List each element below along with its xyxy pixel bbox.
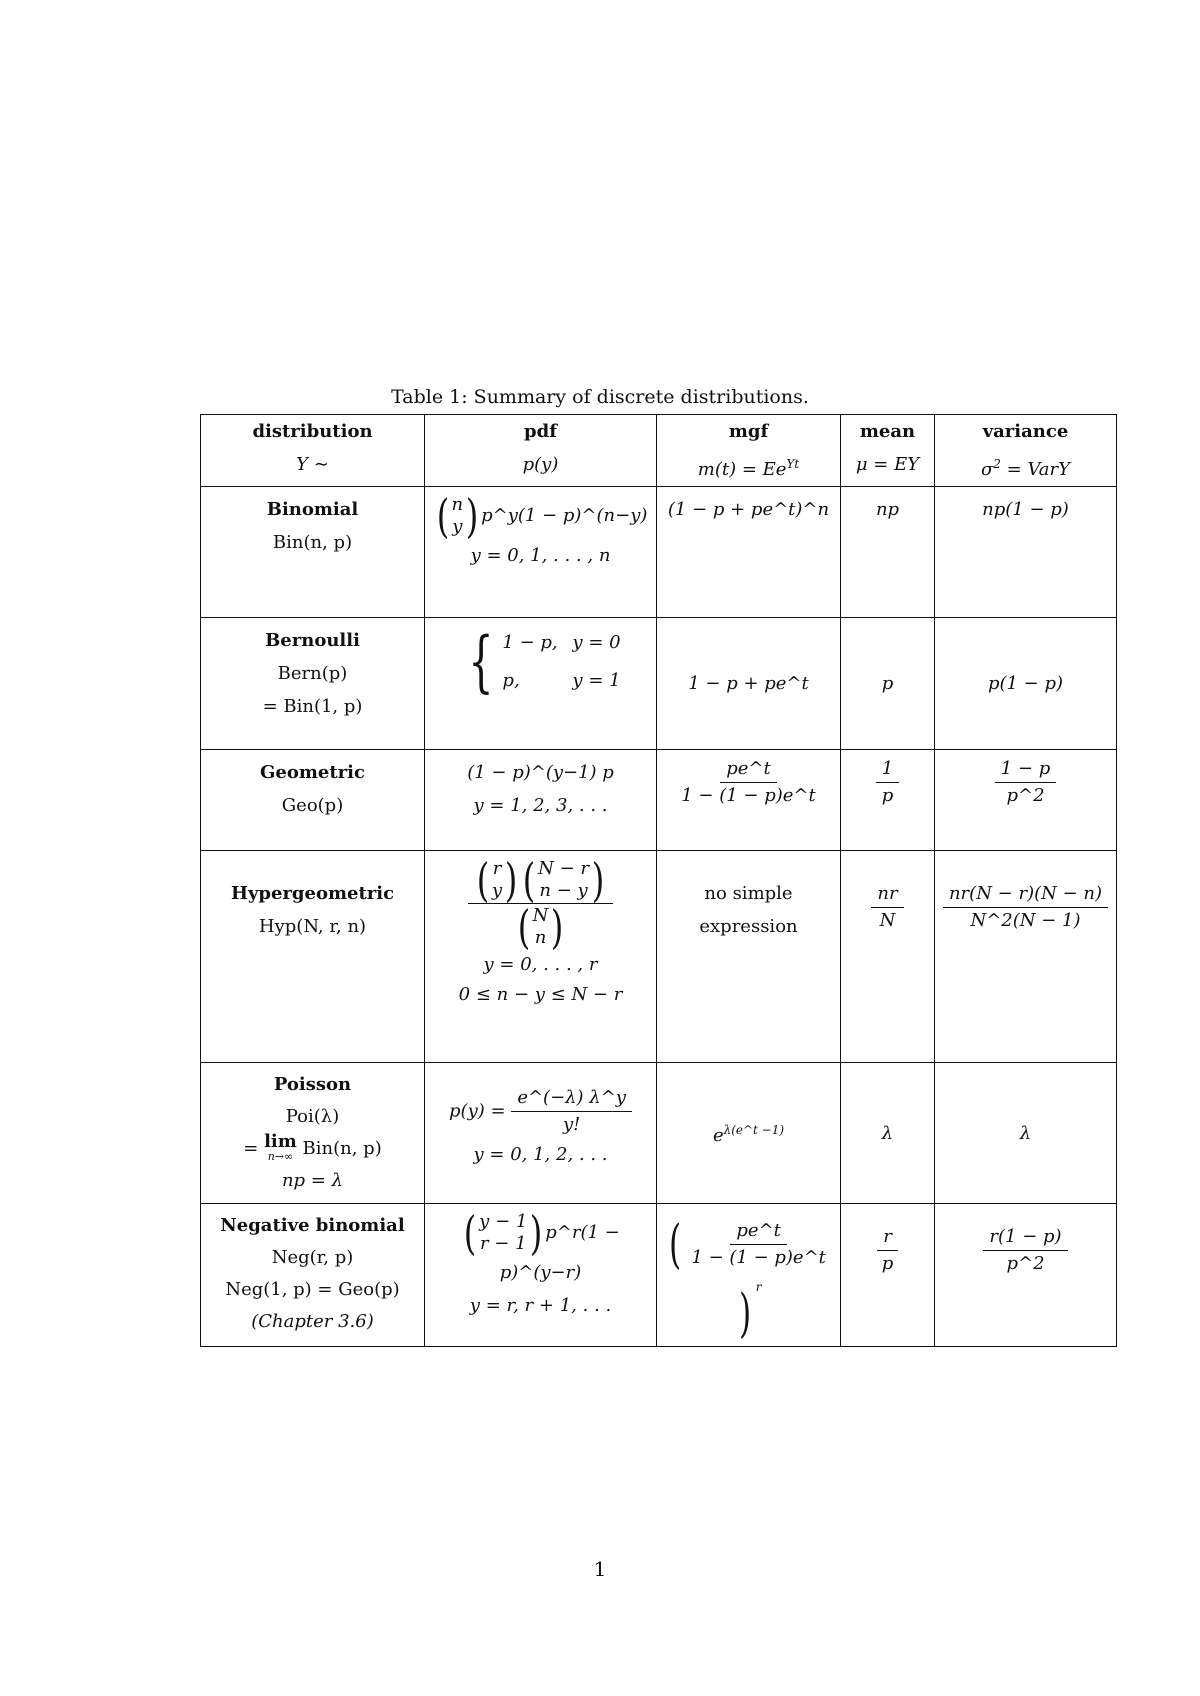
hyp-b1-bottom: y bbox=[492, 880, 503, 901]
bernoulli-mgf bbox=[657, 618, 841, 750]
header-mgf-sub-exp: Yt bbox=[786, 457, 800, 471]
negative-binomial-mean-fraction bbox=[876, 1224, 900, 1277]
page-number: 1 bbox=[593, 1557, 607, 1581]
geometric-var-num: 1 − p bbox=[995, 756, 1057, 783]
geometric-support: y = 1, 2, 3, . . . bbox=[473, 795, 608, 816]
negative-binomial-pdf-formula bbox=[429, 1206, 652, 1289]
header-mgf-sub bbox=[661, 448, 836, 486]
poisson-constraint: np = λ bbox=[281, 1170, 344, 1191]
row-binomial bbox=[201, 487, 1117, 618]
negbin-mgf-num: pe^t bbox=[730, 1218, 787, 1245]
negbin-mgf-den: 1 − (1 − p)e^t bbox=[691, 1247, 826, 1268]
bernoulli-mean-value: p bbox=[881, 673, 894, 694]
hypergeometric-mean-fraction bbox=[871, 881, 903, 934]
negative-binomial-coefficient: ( y − 1 r − 1 ) bbox=[463, 1206, 543, 1260]
poisson-mgf bbox=[657, 1063, 841, 1204]
binomial-variance-value: np(1 − p) bbox=[982, 499, 1069, 520]
negative-binomial-pdf bbox=[425, 1204, 657, 1347]
geometric-mgf-fraction bbox=[675, 756, 822, 809]
poisson-limit bbox=[205, 1133, 420, 1165]
hypergeometric-variance bbox=[935, 851, 1117, 1063]
bernoulli-variance-value: p(1 − p) bbox=[987, 673, 1064, 694]
hyp-var-num: nr(N − r)(N − n) bbox=[943, 881, 1108, 908]
distribution-table bbox=[200, 414, 1117, 1347]
hypergeometric-binom-r-y: ( r y ) bbox=[476, 853, 518, 907]
poisson-pdf bbox=[425, 1063, 657, 1204]
row-hypergeometric bbox=[201, 851, 1117, 1063]
poisson-notation: Poi(λ) bbox=[285, 1106, 340, 1127]
hyp-b3-bottom: n bbox=[534, 927, 547, 948]
geometric-mgf bbox=[657, 750, 841, 851]
hyp-b2-bottom: n − y bbox=[539, 880, 588, 901]
geometric-mgf-num: pe^t bbox=[720, 756, 777, 783]
bernoulli-case2-value: p, bbox=[502, 670, 520, 691]
poisson-limit-rest: Bin(n, p) bbox=[302, 1138, 382, 1159]
binomial-mgf bbox=[657, 487, 841, 618]
hypergeometric-pdf bbox=[425, 851, 657, 1063]
header-mean bbox=[841, 415, 935, 487]
geometric-mean-fraction bbox=[876, 756, 900, 809]
geometric-mean bbox=[841, 750, 935, 851]
geometric-distribution bbox=[201, 750, 425, 851]
hypergeometric-variance-fraction bbox=[943, 881, 1108, 934]
geometric-pdf-expr: (1 − p)^(y−1) p bbox=[467, 762, 614, 783]
bernoulli-mgf-value: 1 − p + pe^t bbox=[688, 673, 809, 694]
header-row bbox=[201, 415, 1117, 487]
binomial-pdf-formula bbox=[429, 489, 652, 543]
bernoulli-variance bbox=[935, 618, 1117, 750]
binomial-variance bbox=[935, 487, 1117, 618]
binomial-coef-bottom: y bbox=[452, 516, 463, 537]
binomial-coefficient: ( n y ) bbox=[436, 489, 479, 543]
negbin-var-num: r(1 − p) bbox=[983, 1224, 1067, 1251]
poisson-variance-value: λ bbox=[1019, 1122, 1032, 1144]
row-bernoulli bbox=[201, 618, 1117, 750]
poisson-limit-sub: n→∞ bbox=[267, 1150, 294, 1163]
binomial-support: y = 0, 1, . . . , n bbox=[470, 545, 611, 566]
hypergeometric-constraint: 0 ≤ n − y ≤ N − r bbox=[458, 984, 623, 1005]
hypergeometric-support: y = 0, . . . , r bbox=[483, 954, 598, 975]
negative-binomial-support: y = r, r + 1, . . . bbox=[469, 1295, 612, 1316]
hypergeometric-mgf-line2: expression bbox=[699, 916, 798, 937]
hypergeometric-notation: Hyp(N, r, n) bbox=[258, 916, 367, 937]
negative-binomial-pdf-expr: p^r(1 − p)^(y−r) bbox=[499, 1222, 620, 1283]
geometric-mean-den: p bbox=[881, 785, 894, 806]
negative-binomial-notation: Neg(r, p) bbox=[271, 1247, 354, 1268]
negbin-coef-bottom: r − 1 bbox=[479, 1233, 527, 1254]
geometric-pdf bbox=[425, 750, 657, 851]
header-pdf bbox=[425, 415, 657, 487]
row-negative-binomial bbox=[201, 1204, 1117, 1347]
poisson-mean bbox=[841, 1063, 935, 1204]
hyp-var-den: N^2(N − 1) bbox=[970, 910, 1081, 931]
poisson-pdf-den: y! bbox=[562, 1114, 581, 1135]
hypergeometric-mean bbox=[841, 851, 935, 1063]
header-mgf bbox=[657, 415, 841, 487]
header-variance-sigma: σ bbox=[980, 459, 994, 480]
header-distribution-label: distribution bbox=[252, 421, 373, 442]
negative-binomial-name: Negative binomial bbox=[220, 1215, 405, 1236]
hyp-b1-top: r bbox=[492, 858, 502, 879]
bernoulli-mean bbox=[841, 618, 935, 750]
hypergeometric-binom-N-n: ( N n ) bbox=[517, 900, 564, 954]
poisson-name: Poisson bbox=[273, 1074, 352, 1095]
header-mgf-label: mgf bbox=[728, 421, 769, 442]
hypergeometric-pdf-den bbox=[509, 900, 573, 954]
binomial-mgf-value: (1 − p + pe^t)^n bbox=[667, 499, 830, 520]
poisson-support: y = 0, 1, 2, . . . bbox=[473, 1144, 608, 1165]
bernoulli-cases: { 1 − p, y = 0 p, y = 1 bbox=[468, 623, 621, 700]
poisson-mgf-exp: λ(e^t −1) bbox=[723, 1123, 785, 1137]
binomial-mean bbox=[841, 487, 935, 618]
negbin-mgf-power: r bbox=[755, 1280, 762, 1294]
header-mgf-sub-base: m(t) = Ee bbox=[697, 459, 787, 480]
negative-binomial-variance bbox=[935, 1204, 1117, 1347]
negative-binomial-distribution bbox=[201, 1204, 425, 1347]
poisson-mgf-base: e bbox=[712, 1125, 724, 1146]
hypergeometric-name: Hypergeometric bbox=[230, 883, 395, 904]
hypergeometric-pdf-num bbox=[468, 853, 613, 907]
negative-binomial-notation-equiv: Neg(1, p) = Geo(p) bbox=[225, 1279, 400, 1300]
negbin-mean-num: r bbox=[877, 1224, 898, 1251]
bernoulli-case1-cond: y = 0 bbox=[572, 632, 621, 653]
hypergeometric-mgf-line1: no simple bbox=[704, 883, 793, 904]
binomial-distribution bbox=[201, 487, 425, 618]
negative-binomial-mean bbox=[841, 1204, 935, 1347]
binomial-coef-top: n bbox=[451, 494, 464, 515]
header-variance bbox=[935, 415, 1117, 487]
poisson-mean-value: λ bbox=[881, 1122, 894, 1144]
header-distribution bbox=[201, 415, 425, 487]
bernoulli-distribution bbox=[201, 618, 425, 750]
poisson-pdf-lhs: p(y) = bbox=[449, 1100, 506, 1122]
geometric-notation: Geo(p) bbox=[281, 795, 344, 816]
row-geometric bbox=[201, 750, 1117, 851]
poisson-variance bbox=[935, 1063, 1117, 1204]
bernoulli-case1-value: 1 − p, bbox=[502, 632, 558, 653]
negbin-coef-top: y − 1 bbox=[479, 1211, 528, 1232]
binomial-mean-value: np bbox=[875, 499, 900, 520]
geometric-mean-num: 1 bbox=[876, 756, 899, 783]
geometric-variance bbox=[935, 750, 1117, 851]
header-mean-sub: μ = EY bbox=[855, 454, 920, 475]
header-variance-label: variance bbox=[982, 421, 1069, 442]
hyp-b3-top: N bbox=[532, 905, 549, 926]
header-pdf-sub: p(y) bbox=[522, 454, 559, 475]
poisson-limit-eq: = bbox=[243, 1138, 259, 1159]
poisson-pdf-formula bbox=[429, 1085, 652, 1138]
header-variance-rest: = VarY bbox=[1000, 459, 1071, 480]
poisson-pdf-fraction bbox=[511, 1085, 632, 1138]
table-caption: Table 1: Summary of discrete distributions. bbox=[391, 386, 809, 408]
binomial-name: Binomial bbox=[266, 499, 359, 520]
negative-binomial-mgf: ( $\frac{pe\^{}t}{1 - (1 - p)e\^{}t}$ ) $^r$ bbox=[657, 1204, 841, 1347]
binomial-pdf bbox=[425, 487, 657, 618]
header-pdf-label: pdf bbox=[524, 421, 557, 442]
bernoulli-name: Bernoulli bbox=[265, 630, 360, 651]
row-poisson bbox=[201, 1063, 1117, 1204]
header-variance-sub bbox=[939, 448, 1112, 486]
hyp-mean-den: N bbox=[879, 910, 896, 931]
bernoulli-notation: Bern(p) bbox=[277, 663, 348, 684]
hypergeometric-binom-nr-ny: ( N − r n − y ) bbox=[522, 853, 605, 907]
hypergeometric-distribution bbox=[201, 851, 425, 1063]
header-mean-label: mean bbox=[859, 421, 916, 442]
geometric-name: Geometric bbox=[260, 762, 365, 783]
header-distribution-sub: Y ∼ bbox=[296, 454, 329, 475]
poisson-limit-operator bbox=[264, 1133, 297, 1162]
bernoulli-pdf bbox=[425, 618, 657, 750]
negbin-var-den: p^2 bbox=[1006, 1253, 1045, 1274]
poisson-distribution bbox=[201, 1063, 425, 1204]
hypergeometric-pdf-fraction bbox=[468, 853, 613, 954]
negative-binomial-reference: (Chapter 3.6) bbox=[251, 1311, 374, 1332]
geometric-mgf-den: 1 − (1 − p)e^t bbox=[681, 785, 816, 806]
geometric-variance-fraction bbox=[995, 756, 1057, 809]
hyp-mean-num: nr bbox=[871, 881, 903, 908]
bernoulli-notation-equiv: = Bin(1, p) bbox=[262, 696, 363, 717]
header-variance-exp: 2 bbox=[993, 457, 1001, 471]
poisson-limit-op: lim bbox=[264, 1131, 297, 1152]
bernoulli-case2-cond: y = 1 bbox=[572, 670, 621, 691]
negative-binomial-variance-fraction bbox=[983, 1224, 1067, 1277]
poisson-pdf-num: e^(−λ) λ^y bbox=[511, 1085, 632, 1112]
negbin-mean-den: p bbox=[881, 1253, 894, 1274]
geometric-var-den: p^2 bbox=[1006, 785, 1045, 806]
binomial-notation: Bin(n, p) bbox=[272, 532, 353, 553]
hyp-b2-top: N − r bbox=[538, 858, 589, 879]
negative-binomial-mgf-fraction bbox=[685, 1218, 832, 1271]
hypergeometric-mgf bbox=[657, 851, 841, 1063]
binomial-pdf-expr: p^y(1 − p)^(n−y) bbox=[481, 505, 648, 526]
